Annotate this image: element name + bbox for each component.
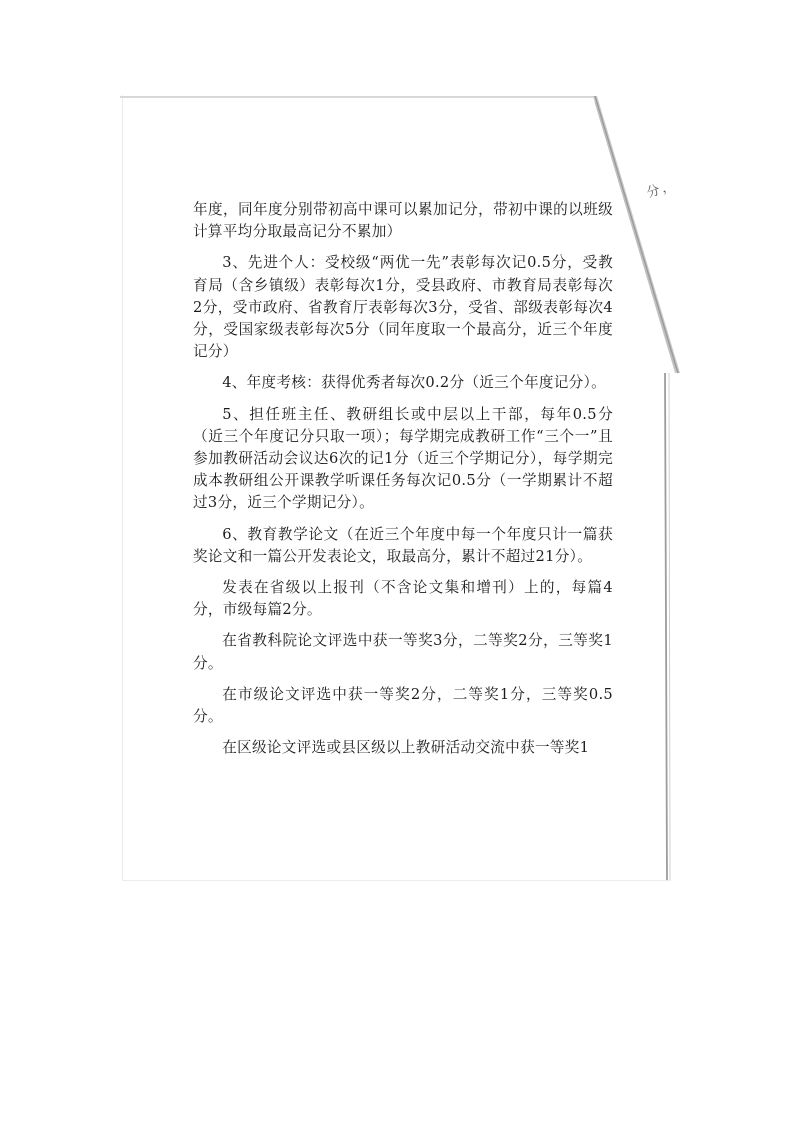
paragraph-papers: 6、教育教学论文（在近三个年度中每一个年度只计一篇获奖论文和一篇公开发表论文，取最高分，累计不超过21分）。 [193,525,613,565]
paragraph-head-teacher: 5、担任班主任、教研组长或中层以上干部，每年0.5分（近三个年度记分只取一项）；每学期完成教研工作“三个一”且参加教研活动会议达6次的记1分（近三个学期记分），每学期完成本教研组公开课教学听课任务每次记0.5分（一学期累计不超过3分，近三个学期记分）。 [193,405,613,512]
paragraph-provincial-publication: 发表在省级以上报刊（不含论文集和增刊）上的，每篇4分，市级每篇2分。 [193,579,613,619]
paragraph-city-award: 在市级论文评选中获一等奖2分，二等奖1分，三等奖0.5分。 [193,685,613,726]
document-body [193,199,613,768]
page-top-edge [120,96,595,98]
paragraph-provincial-award: 在省教科院论文评选中获一等奖3分，二等奖2分，三等奖1分。 [193,632,613,672]
paragraph-district-award: 在区级论文评选或县区级以上教研活动交流中获一等奖1 [222,739,590,757]
paragraph-continuation: 年度，同年度分别带初高中课可以累加记分，带初中课的以班级计算平均分取最高记分不累加） [193,201,613,241]
margin-handwritten-note: 分， [645,177,679,202]
paragraph-advanced-individual: 3、先进个人：受校级“两优一先”表彰每次记0.5分，受教育局（含乡镇级）表彰每次1分，受县政府、市教育局表彰每次2分，受市政府、省教育厅表彰每次3分，受省、部级表彰每次4分，受国家级表彰每次5分（同年度取一个最高分，近三个年度记分） [193,254,613,361]
paragraph-annual-assessment: 4、年度考核：获得优秀者每次0.2分（近三个年度记分）。 [222,374,607,392]
